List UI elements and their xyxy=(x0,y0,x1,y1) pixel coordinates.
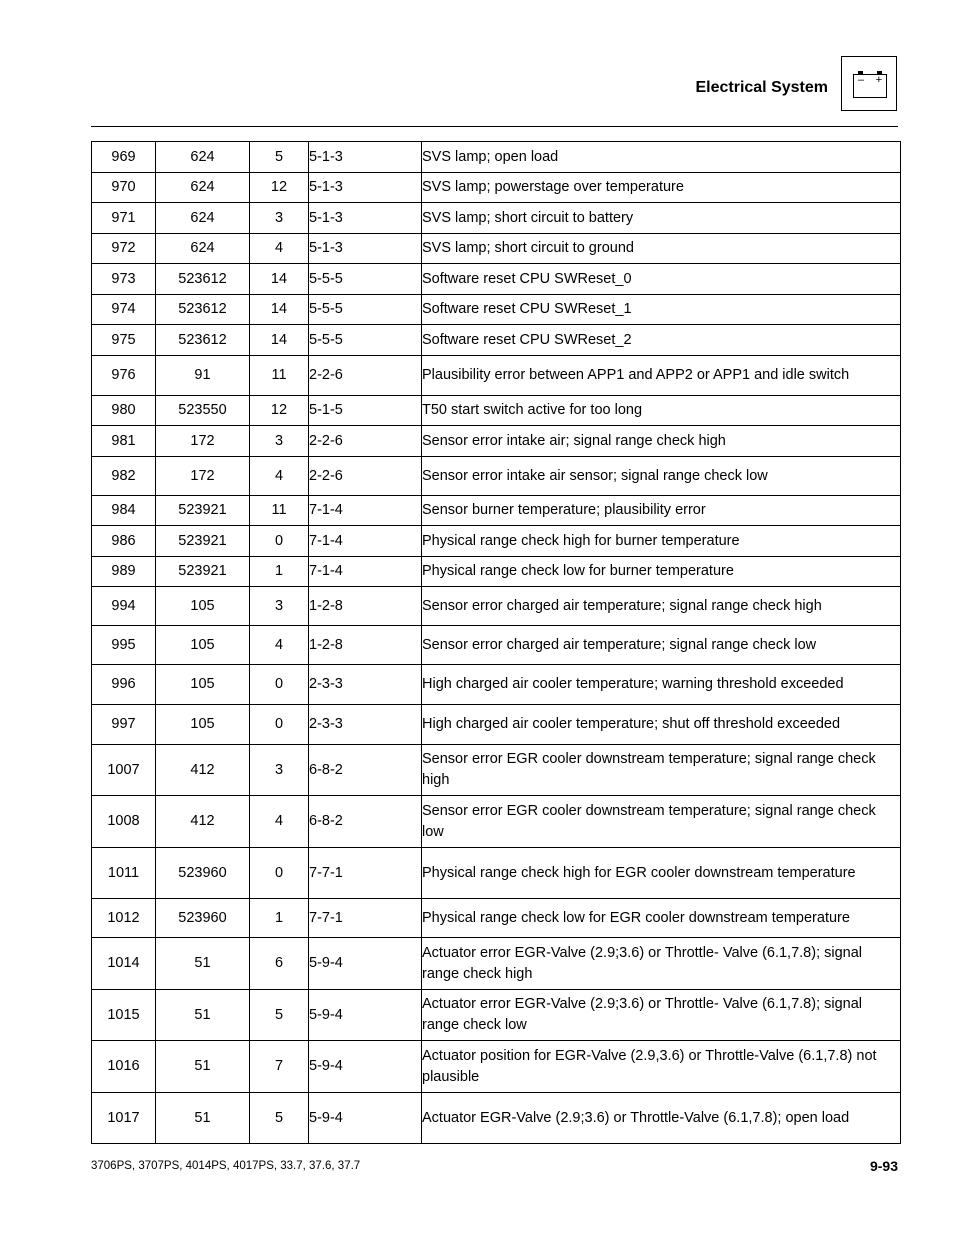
table-row xyxy=(92,848,901,899)
description-cell: SVS lamp; open load xyxy=(422,142,901,173)
blink-code-cell: 7-7-1 xyxy=(309,848,422,899)
table-row xyxy=(92,899,901,938)
spn-cell: 624 xyxy=(156,234,250,264)
code-cell: 1015 xyxy=(92,990,156,1041)
description-cell: Actuator error EGR-Valve (2.9;3.6) or Throttle- Valve (6.1,7.8); signal range check low xyxy=(422,990,901,1041)
spn-cell: 91 xyxy=(156,356,250,396)
code-cell: 970 xyxy=(92,173,156,203)
description-cell: SVS lamp; short circuit to ground xyxy=(422,234,901,264)
spn-cell: 412 xyxy=(156,796,250,848)
description-cell: Physical range check low for burner temperature xyxy=(422,557,901,587)
code-cell: 1014 xyxy=(92,938,156,990)
spn-cell: 105 xyxy=(156,626,250,665)
description-cell: Sensor burner temperature; plausibility error xyxy=(422,496,901,526)
fmi-cell: 12 xyxy=(250,173,309,203)
table-row xyxy=(92,587,901,626)
description-cell: Plausibility error between APP1 and APP2 or APP1 and idle switch xyxy=(422,356,901,396)
code-cell: 1011 xyxy=(92,848,156,899)
code-cell: 989 xyxy=(92,557,156,587)
spn-cell: 51 xyxy=(156,1041,250,1093)
table-row xyxy=(92,173,901,203)
description-cell: Software reset CPU SWReset_1 xyxy=(422,295,901,325)
spn-cell: 523960 xyxy=(156,899,250,938)
spn-cell: 172 xyxy=(156,457,250,496)
spn-cell: 523960 xyxy=(156,848,250,899)
table-row xyxy=(92,557,901,587)
blink-code-cell: 1-2-8 xyxy=(309,626,422,665)
fmi-cell: 1 xyxy=(250,557,309,587)
fmi-cell: 5 xyxy=(250,1093,309,1144)
fmi-cell: 0 xyxy=(250,665,309,705)
table-row xyxy=(92,526,901,557)
table-row xyxy=(92,142,901,173)
fmi-cell: 3 xyxy=(250,745,309,796)
description-cell: Actuator EGR-Valve (2.9;3.6) or Throttle-Valve (6.1,7.8); open load xyxy=(422,1093,901,1144)
blink-code-cell: 2-2-6 xyxy=(309,457,422,496)
fmi-cell: 0 xyxy=(250,526,309,557)
footer-models: 3706PS, 3707PS, 4014PS, 4017PS, 33.7, 37.6, 37.7 xyxy=(91,1160,361,1172)
blink-code-cell: 7-1-4 xyxy=(309,526,422,557)
description-cell: SVS lamp; short circuit to battery xyxy=(422,203,901,234)
code-cell: 982 xyxy=(92,457,156,496)
fmi-cell: 0 xyxy=(250,705,309,745)
code-cell: 994 xyxy=(92,587,156,626)
spn-cell: 105 xyxy=(156,665,250,705)
blink-code-cell: 5-9-4 xyxy=(309,990,422,1041)
table-row xyxy=(92,938,901,990)
blink-code-cell: 7-7-1 xyxy=(309,899,422,938)
code-cell: 1016 xyxy=(92,1041,156,1093)
table-row xyxy=(92,626,901,665)
page-number: 9-93 xyxy=(869,1158,898,1174)
section-title: Electrical System xyxy=(695,79,828,96)
code-cell: 995 xyxy=(92,626,156,665)
fmi-cell: 14 xyxy=(250,295,309,325)
spn-cell: 624 xyxy=(156,173,250,203)
code-cell: 981 xyxy=(92,426,156,457)
fmi-cell: 6 xyxy=(250,938,309,990)
code-cell: 976 xyxy=(92,356,156,396)
spn-cell: 523550 xyxy=(156,396,250,426)
description-cell: Physical range check high for EGR cooler downstream temperature xyxy=(422,848,901,899)
description-cell: High charged air cooler temperature; shut off threshold exceeded xyxy=(422,705,901,745)
code-cell: 1008 xyxy=(92,796,156,848)
spn-cell: 412 xyxy=(156,745,250,796)
fmi-cell: 0 xyxy=(250,848,309,899)
table-row xyxy=(92,1093,901,1144)
description-cell: Sensor error charged air temperature; signal range check low xyxy=(422,626,901,665)
fmi-cell: 4 xyxy=(250,457,309,496)
spn-cell: 523921 xyxy=(156,526,250,557)
fmi-cell: 1 xyxy=(250,899,309,938)
description-cell: Actuator error EGR-Valve (2.9;3.6) or Throttle- Valve (6.1,7.8); signal range check high xyxy=(422,938,901,990)
table-row xyxy=(92,295,901,325)
table-row xyxy=(92,705,901,745)
description-cell: Actuator position for EGR-Valve (2.9,3.6) or Throttle-Valve (6.1,7.8) not plausible xyxy=(422,1041,901,1093)
blink-code-cell: 2-3-3 xyxy=(309,665,422,705)
fmi-cell: 4 xyxy=(250,626,309,665)
fmi-cell: 3 xyxy=(250,203,309,234)
code-cell: 1017 xyxy=(92,1093,156,1144)
fmi-cell: 5 xyxy=(250,990,309,1041)
fmi-cell: 3 xyxy=(250,587,309,626)
blink-code-cell: 6-8-2 xyxy=(309,796,422,848)
fmi-cell: 5 xyxy=(250,142,309,173)
battery-plus-sign: + xyxy=(875,74,882,86)
blink-code-cell: 5-1-3 xyxy=(309,173,422,203)
table-row xyxy=(92,745,901,796)
table-row xyxy=(92,796,901,848)
blink-code-cell: 2-3-3 xyxy=(309,705,422,745)
code-cell: 975 xyxy=(92,325,156,356)
spn-cell: 624 xyxy=(156,203,250,234)
table-row xyxy=(92,203,901,234)
table-row xyxy=(92,496,901,526)
table-row xyxy=(92,457,901,496)
spn-cell: 172 xyxy=(156,426,250,457)
table-row xyxy=(92,665,901,705)
blink-code-cell: 5-5-5 xyxy=(309,264,422,295)
spn-cell: 523612 xyxy=(156,295,250,325)
blink-code-cell: 5-9-4 xyxy=(309,938,422,990)
spn-cell: 51 xyxy=(156,1093,250,1144)
fmi-cell: 12 xyxy=(250,396,309,426)
description-cell: SVS lamp; powerstage over temperature xyxy=(422,173,901,203)
battery-minus-sign: – xyxy=(858,74,865,86)
description-cell: Software reset CPU SWReset_0 xyxy=(422,264,901,295)
table-row xyxy=(92,1041,901,1093)
blink-code-cell: 5-1-3 xyxy=(309,203,422,234)
table-row xyxy=(92,356,901,396)
blink-code-cell: 2-2-6 xyxy=(309,356,422,396)
spn-cell: 51 xyxy=(156,990,250,1041)
description-cell: Software reset CPU SWReset_2 xyxy=(422,325,901,356)
code-cell: 973 xyxy=(92,264,156,295)
code-cell: 972 xyxy=(92,234,156,264)
spn-cell: 523612 xyxy=(156,325,250,356)
section-icon-box xyxy=(841,56,897,111)
spn-cell: 523921 xyxy=(156,557,250,587)
spn-cell: 523921 xyxy=(156,496,250,526)
table-row xyxy=(92,396,901,426)
description-cell: Sensor error intake air; signal range check high xyxy=(422,426,901,457)
header-rule xyxy=(91,126,898,127)
code-cell: 971 xyxy=(92,203,156,234)
code-cell: 984 xyxy=(92,496,156,526)
table-row xyxy=(92,264,901,295)
description-cell: Physical range check low for EGR cooler downstream temperature xyxy=(422,899,901,938)
code-cell: 1012 xyxy=(92,899,156,938)
table-row xyxy=(92,234,901,264)
blink-code-cell: 5-5-5 xyxy=(309,295,422,325)
blink-code-cell: 5-1-3 xyxy=(309,142,422,173)
fmi-cell: 11 xyxy=(250,356,309,396)
blink-code-cell: 1-2-8 xyxy=(309,587,422,626)
description-cell: High charged air cooler temperature; warning threshold exceeded xyxy=(422,665,901,705)
blink-code-cell: 5-5-5 xyxy=(309,325,422,356)
fmi-cell: 4 xyxy=(250,234,309,264)
spn-cell: 523612 xyxy=(156,264,250,295)
battery-icon xyxy=(853,74,887,98)
blink-code-cell: 6-8-2 xyxy=(309,745,422,796)
fault-code-table xyxy=(91,141,901,1144)
fmi-cell: 7 xyxy=(250,1041,309,1093)
table-row xyxy=(92,426,901,457)
code-cell: 986 xyxy=(92,526,156,557)
spn-cell: 51 xyxy=(156,938,250,990)
blink-code-cell: 5-1-3 xyxy=(309,234,422,264)
code-cell: 996 xyxy=(92,665,156,705)
spn-cell: 624 xyxy=(156,142,250,173)
description-cell: Sensor error charged air temperature; signal range check high xyxy=(422,587,901,626)
fmi-cell: 4 xyxy=(250,796,309,848)
blink-code-cell: 7-1-4 xyxy=(309,557,422,587)
description-cell: Physical range check high for burner temperature xyxy=(422,526,901,557)
table-row xyxy=(92,325,901,356)
description-cell: Sensor error intake air sensor; signal range check low xyxy=(422,457,901,496)
code-cell: 974 xyxy=(92,295,156,325)
spn-cell: 105 xyxy=(156,587,250,626)
blink-code-cell: 7-1-4 xyxy=(309,496,422,526)
blink-code-cell: 5-9-4 xyxy=(309,1093,422,1144)
code-cell: 997 xyxy=(92,705,156,745)
fmi-cell: 14 xyxy=(250,264,309,295)
fmi-cell: 3 xyxy=(250,426,309,457)
description-cell: Sensor error EGR cooler downstream temperature; signal range check high xyxy=(422,745,901,796)
code-cell: 969 xyxy=(92,142,156,173)
code-cell: 1007 xyxy=(92,745,156,796)
spn-cell: 105 xyxy=(156,705,250,745)
blink-code-cell: 2-2-6 xyxy=(309,426,422,457)
fmi-cell: 14 xyxy=(250,325,309,356)
description-cell: T50 start switch active for too long xyxy=(422,396,901,426)
fmi-cell: 11 xyxy=(250,496,309,526)
blink-code-cell: 5-1-5 xyxy=(309,396,422,426)
description-cell: Sensor error EGR cooler downstream temperature; signal range check low xyxy=(422,796,901,848)
code-cell: 980 xyxy=(92,396,156,426)
table-row xyxy=(92,990,901,1041)
blink-code-cell: 5-9-4 xyxy=(309,1041,422,1093)
